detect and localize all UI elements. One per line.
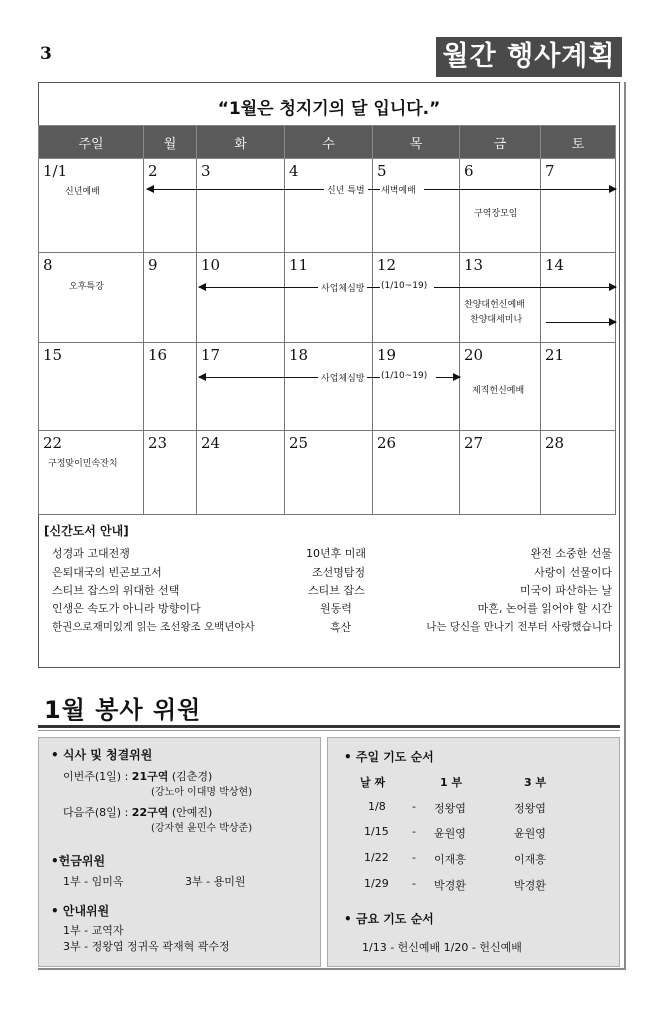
event-text: 제직헌신예배: [472, 386, 525, 396]
prayer-leader-1: 박경환: [434, 879, 466, 892]
calendar-cell: [541, 343, 616, 431]
book-title: 원동력: [320, 602, 352, 615]
date-number: 26: [377, 434, 397, 452]
right-arrow-icon: [546, 322, 616, 323]
event-text: (1/10~19): [381, 371, 428, 381]
book-title: 사랑이 선물이다: [534, 566, 612, 579]
book-title: 나는 당신을 만나기 전부터 사랑했습니다: [426, 621, 612, 633]
prayer-leader-1: 이재흥: [434, 853, 466, 866]
day-header: 화: [197, 126, 285, 159]
calendar-cell: [144, 253, 197, 343]
calendar-cell: [39, 159, 144, 253]
usher-line-3: 3부 - 정왕엽 정귀옥 곽재혁 곽수정: [63, 940, 230, 953]
day-header: 목: [373, 126, 460, 159]
date-number: 14: [545, 256, 565, 274]
date-number: 16: [148, 346, 168, 364]
date-number: 22: [43, 434, 63, 452]
prayer-date: 1/22: [364, 851, 389, 864]
book-title: 완전 소중한 선물: [530, 547, 612, 560]
right-arrow-icon: [424, 189, 616, 190]
this-week-leader: (김춘경): [168, 770, 213, 783]
book-title: 흑산: [330, 621, 352, 634]
date-number: 3: [201, 162, 211, 180]
book-title: 한권으로재미있게 읽는 조선왕조 오백년야사: [52, 621, 255, 633]
prayer-leader-3: 윤원영: [514, 827, 546, 840]
prayer-leader-3: 정왕엽: [514, 802, 546, 815]
prayer-leader-1: 정왕엽: [434, 802, 466, 815]
date-number: 11: [289, 256, 309, 274]
monthly-motto: “1월은 청지기의 달 입니다.”: [217, 99, 441, 119]
calendar-cell: [460, 253, 541, 343]
date-number: 24: [201, 434, 221, 452]
date-number: 10: [201, 256, 221, 274]
date-number: 25: [289, 434, 309, 452]
prayer-panel: [327, 737, 620, 967]
col-3: 3 부: [524, 776, 547, 789]
date-number: 13: [464, 256, 484, 274]
event-text: 오후특강: [69, 282, 104, 292]
prayer-date: 1/29: [364, 877, 389, 890]
meal-heading: • 식사 및 청결위원: [51, 748, 153, 762]
calendar-cell: [39, 431, 144, 515]
date-number: 4: [289, 162, 299, 180]
right-arrow-icon: [434, 287, 616, 288]
prayer-leader-3: 박경환: [514, 879, 546, 892]
next-week-group: 22구역: [131, 806, 169, 819]
this-week-members: (강노아 이대명 박상현): [151, 787, 253, 798]
book-title: 10년후 미래: [306, 547, 366, 560]
calendar-cell: [541, 159, 616, 253]
dash: -: [412, 877, 416, 890]
book-title: 은퇴대국의 빈곤보고서: [52, 566, 162, 579]
arrow-label: 신년 특별: [324, 183, 368, 196]
calendar-cell: [285, 431, 373, 515]
date-number: 9: [148, 256, 158, 274]
dash: -: [412, 825, 416, 838]
next-week-label: 다음주(8일) :: [63, 806, 132, 819]
calendar-cell: [197, 431, 285, 515]
friday-prayer-heading: • 금요 기도 순서: [344, 912, 434, 926]
date-number: 19: [377, 346, 397, 364]
date-number: 12: [377, 256, 397, 274]
frame-right-border: [624, 82, 626, 970]
day-header: 월: [144, 126, 197, 159]
offering-1: 1부 - 임미옥: [63, 875, 124, 888]
event-text: (1/10~19): [381, 281, 428, 291]
book-title: 스티브 잡스: [308, 584, 365, 597]
event-text: 찬양대세미나: [470, 315, 523, 325]
dash: -: [412, 800, 416, 813]
col-1: 1 부: [440, 776, 463, 789]
date-number: 1/1: [43, 162, 68, 180]
section-divider: [38, 725, 620, 728]
usher-line-1: 1부 - 교역자: [63, 924, 124, 937]
day-header: 토: [541, 126, 616, 159]
calendar-cell: [373, 431, 460, 515]
calendar-cell: [460, 431, 541, 515]
volunteers-title: 1월 봉사 위원: [44, 696, 202, 724]
calendar-cell: [144, 159, 197, 253]
calendar-cell: [460, 343, 541, 431]
calendar-cell: [285, 159, 373, 253]
next-week-members: (강자현 윤민수 박상준): [151, 823, 253, 834]
next-week-line: [63, 804, 212, 820]
frame-bottom-border: [38, 968, 626, 970]
this-week-label: 이번주(1일) :: [63, 770, 132, 783]
prayer-date: 1/15: [364, 825, 389, 838]
calendar-cell: [373, 343, 460, 431]
calendar-cell: [460, 159, 541, 253]
friday-prayer-line: 1/13 - 헌신예배 1/20 - 헌신예배: [362, 941, 522, 954]
arrow-label: 사업체심방: [318, 371, 367, 384]
date-number: 15: [43, 346, 63, 364]
book-title: 인생은 속도가 아니라 방향이다: [52, 602, 201, 615]
date-number: 7: [545, 162, 555, 180]
day-header: 수: [285, 126, 373, 159]
date-number: 8: [43, 256, 53, 274]
date-number: 28: [545, 434, 565, 452]
usher-heading: • 안내위원: [51, 904, 110, 918]
calendar-cell: [541, 431, 616, 515]
event-text: 찬양대헌신예배: [464, 300, 525, 310]
arrow-label: 사업체심방: [318, 281, 367, 294]
date-number: 17: [201, 346, 221, 364]
next-week-leader: (안예진): [168, 806, 213, 819]
calendar-cell: [285, 343, 373, 431]
calendar-cell: [39, 343, 144, 431]
date-number: 23: [148, 434, 168, 452]
event-text: 구역장모임: [474, 209, 518, 219]
day-header: 금: [460, 126, 541, 159]
date-number: 27: [464, 434, 484, 452]
prayer-date: 1/8: [368, 800, 386, 813]
offering-3: 3부 - 용미원: [185, 875, 246, 888]
date-number: 5: [377, 162, 387, 180]
prayer-leader-1: 윤원영: [434, 827, 466, 840]
col-date: 날 짜: [360, 776, 386, 789]
page-title: 월간 행사계획: [436, 37, 622, 77]
date-number: 18: [289, 346, 309, 364]
book-title: 마흔, 논어를 읽어야 할 시간: [477, 602, 612, 615]
calendar-cell: [373, 253, 460, 343]
calendar-cell: [144, 431, 197, 515]
offering-heading: •헌금위원: [51, 854, 106, 868]
new-books-title: [신간도서 안내]: [44, 524, 129, 538]
this-week-line: [63, 768, 212, 784]
event-text: 신년예배: [65, 187, 100, 197]
calendar-cell: [197, 253, 285, 343]
dash: -: [412, 851, 416, 864]
section-divider: [38, 730, 620, 731]
calendar-cell: [39, 253, 144, 343]
sunday-prayer-heading: • 주일 기도 순서: [344, 750, 434, 764]
volunteer-panel: [38, 737, 321, 967]
date-number: 21: [545, 346, 565, 364]
book-title: 스티브 잡스의 위대한 선택: [52, 584, 180, 597]
day-header: 주일: [39, 126, 144, 159]
book-title: 성경과 고대전쟁: [52, 547, 130, 560]
page-number: 3: [40, 44, 52, 64]
calendar-cell: [541, 253, 616, 343]
calendar-cell: [285, 253, 373, 343]
date-number: 2: [148, 162, 158, 180]
date-number: 6: [464, 162, 474, 180]
prayer-leader-3: 이재흥: [514, 853, 546, 866]
calendar-cell: [197, 343, 285, 431]
date-number: 20: [464, 346, 484, 364]
event-text: 새벽예배: [381, 186, 416, 196]
calendar-cell: [144, 343, 197, 431]
this-week-group: 21구역: [131, 770, 169, 783]
right-arrow-icon: [436, 377, 460, 378]
book-title: 미국이 파산하는 날: [519, 584, 612, 597]
calendar-cell: [197, 159, 285, 253]
calendar-cell: [373, 159, 460, 253]
event-text: 구정맞이민속잔치: [48, 459, 118, 469]
book-title: 조선명탐정: [312, 566, 366, 579]
